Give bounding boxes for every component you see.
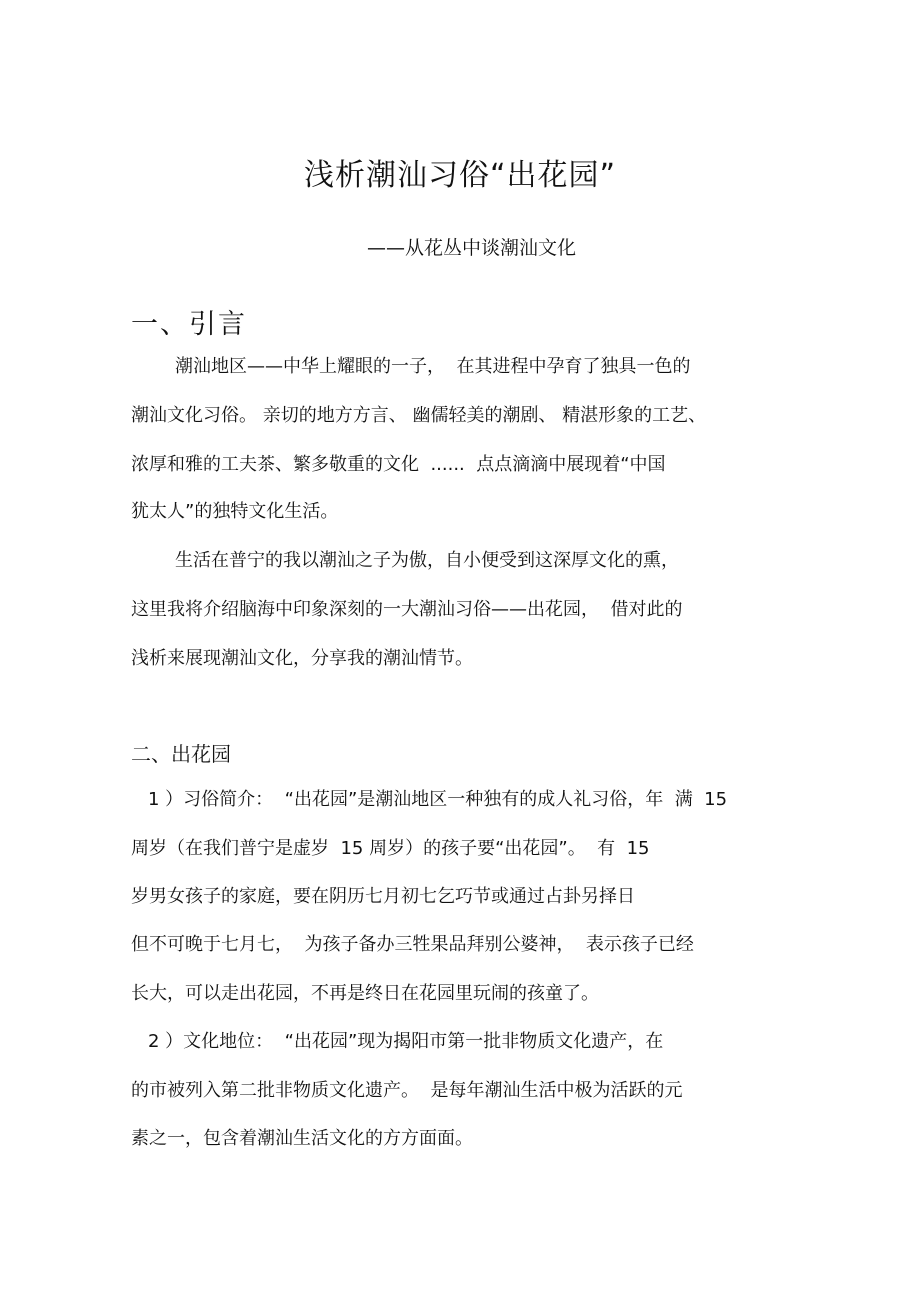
document-subtitle: ——从花丛中谈潮汕文化 <box>367 237 577 259</box>
paragraph-line: 浓厚和雅的工夫茶、繁多敬重的文化 ...... 点点滴滴中展现着“中国 <box>131 454 666 475</box>
paragraph-line: 这里我将介绍脑海中印象深刻的一大潮汕习俗——出花园， 借对此的 <box>131 599 683 620</box>
paragraph-line: 潮汕地区——中华上耀眼的一子， 在其进程中孕育了独具一色的 <box>175 356 691 377</box>
paragraph-line: 浅析来展现潮汕文化，分享我的潮汕情节。 <box>131 648 473 669</box>
section-heading-introduction: 一、引言 <box>131 309 247 340</box>
paragraph-line: 生活在普宁的我以潮汕之子为傲，自小便受到这深厚文化的熏， <box>175 550 679 571</box>
paragraph-line: 1 ）习俗简介： “出花园”是潮汕地区一种独有的成人礼习俗，年 满 15 <box>148 789 728 810</box>
paragraph-line: 犹太人”的独特文化生活。 <box>131 501 339 522</box>
paragraph-line: 的市被列入第二批非物质文化遗产。 是每年潮汕生活中极为活跃的元 <box>131 1080 683 1101</box>
document-title: 浅析潮汕习俗“出花园” <box>303 158 617 193</box>
paragraph-line: 岁男女孩子的家庭，要在阴历七月初七乞巧节或通过占卦另择日 <box>131 886 635 907</box>
section-heading-chuhuayuan: 二、出花园 <box>131 742 231 766</box>
paragraph-line: 2 ）文化地位： “出花园”现为揭阳市第一批非物质文化遗产，在 <box>148 1031 664 1052</box>
paragraph-line: 潮汕文化习俗。 亲切的地方方言、 幽儒轻美的潮剧、 精湛形象的工艺、 <box>131 405 707 426</box>
paragraph-line: 周岁（在我们普宁是虚岁 15 周岁）的孩子要“出花园”。 有 15 <box>131 838 650 859</box>
paragraph-line: 长大，可以走出花园，不再是终日在花园里玩闹的孩童了。 <box>131 983 599 1004</box>
paragraph-line: 素之一，包含着潮汕生活文化的方方面面。 <box>131 1128 473 1149</box>
paragraph-line: 但不可晚于七月七， 为孩子备办三牲果品拜别公婆神， 表示孩子已经 <box>131 934 694 955</box>
